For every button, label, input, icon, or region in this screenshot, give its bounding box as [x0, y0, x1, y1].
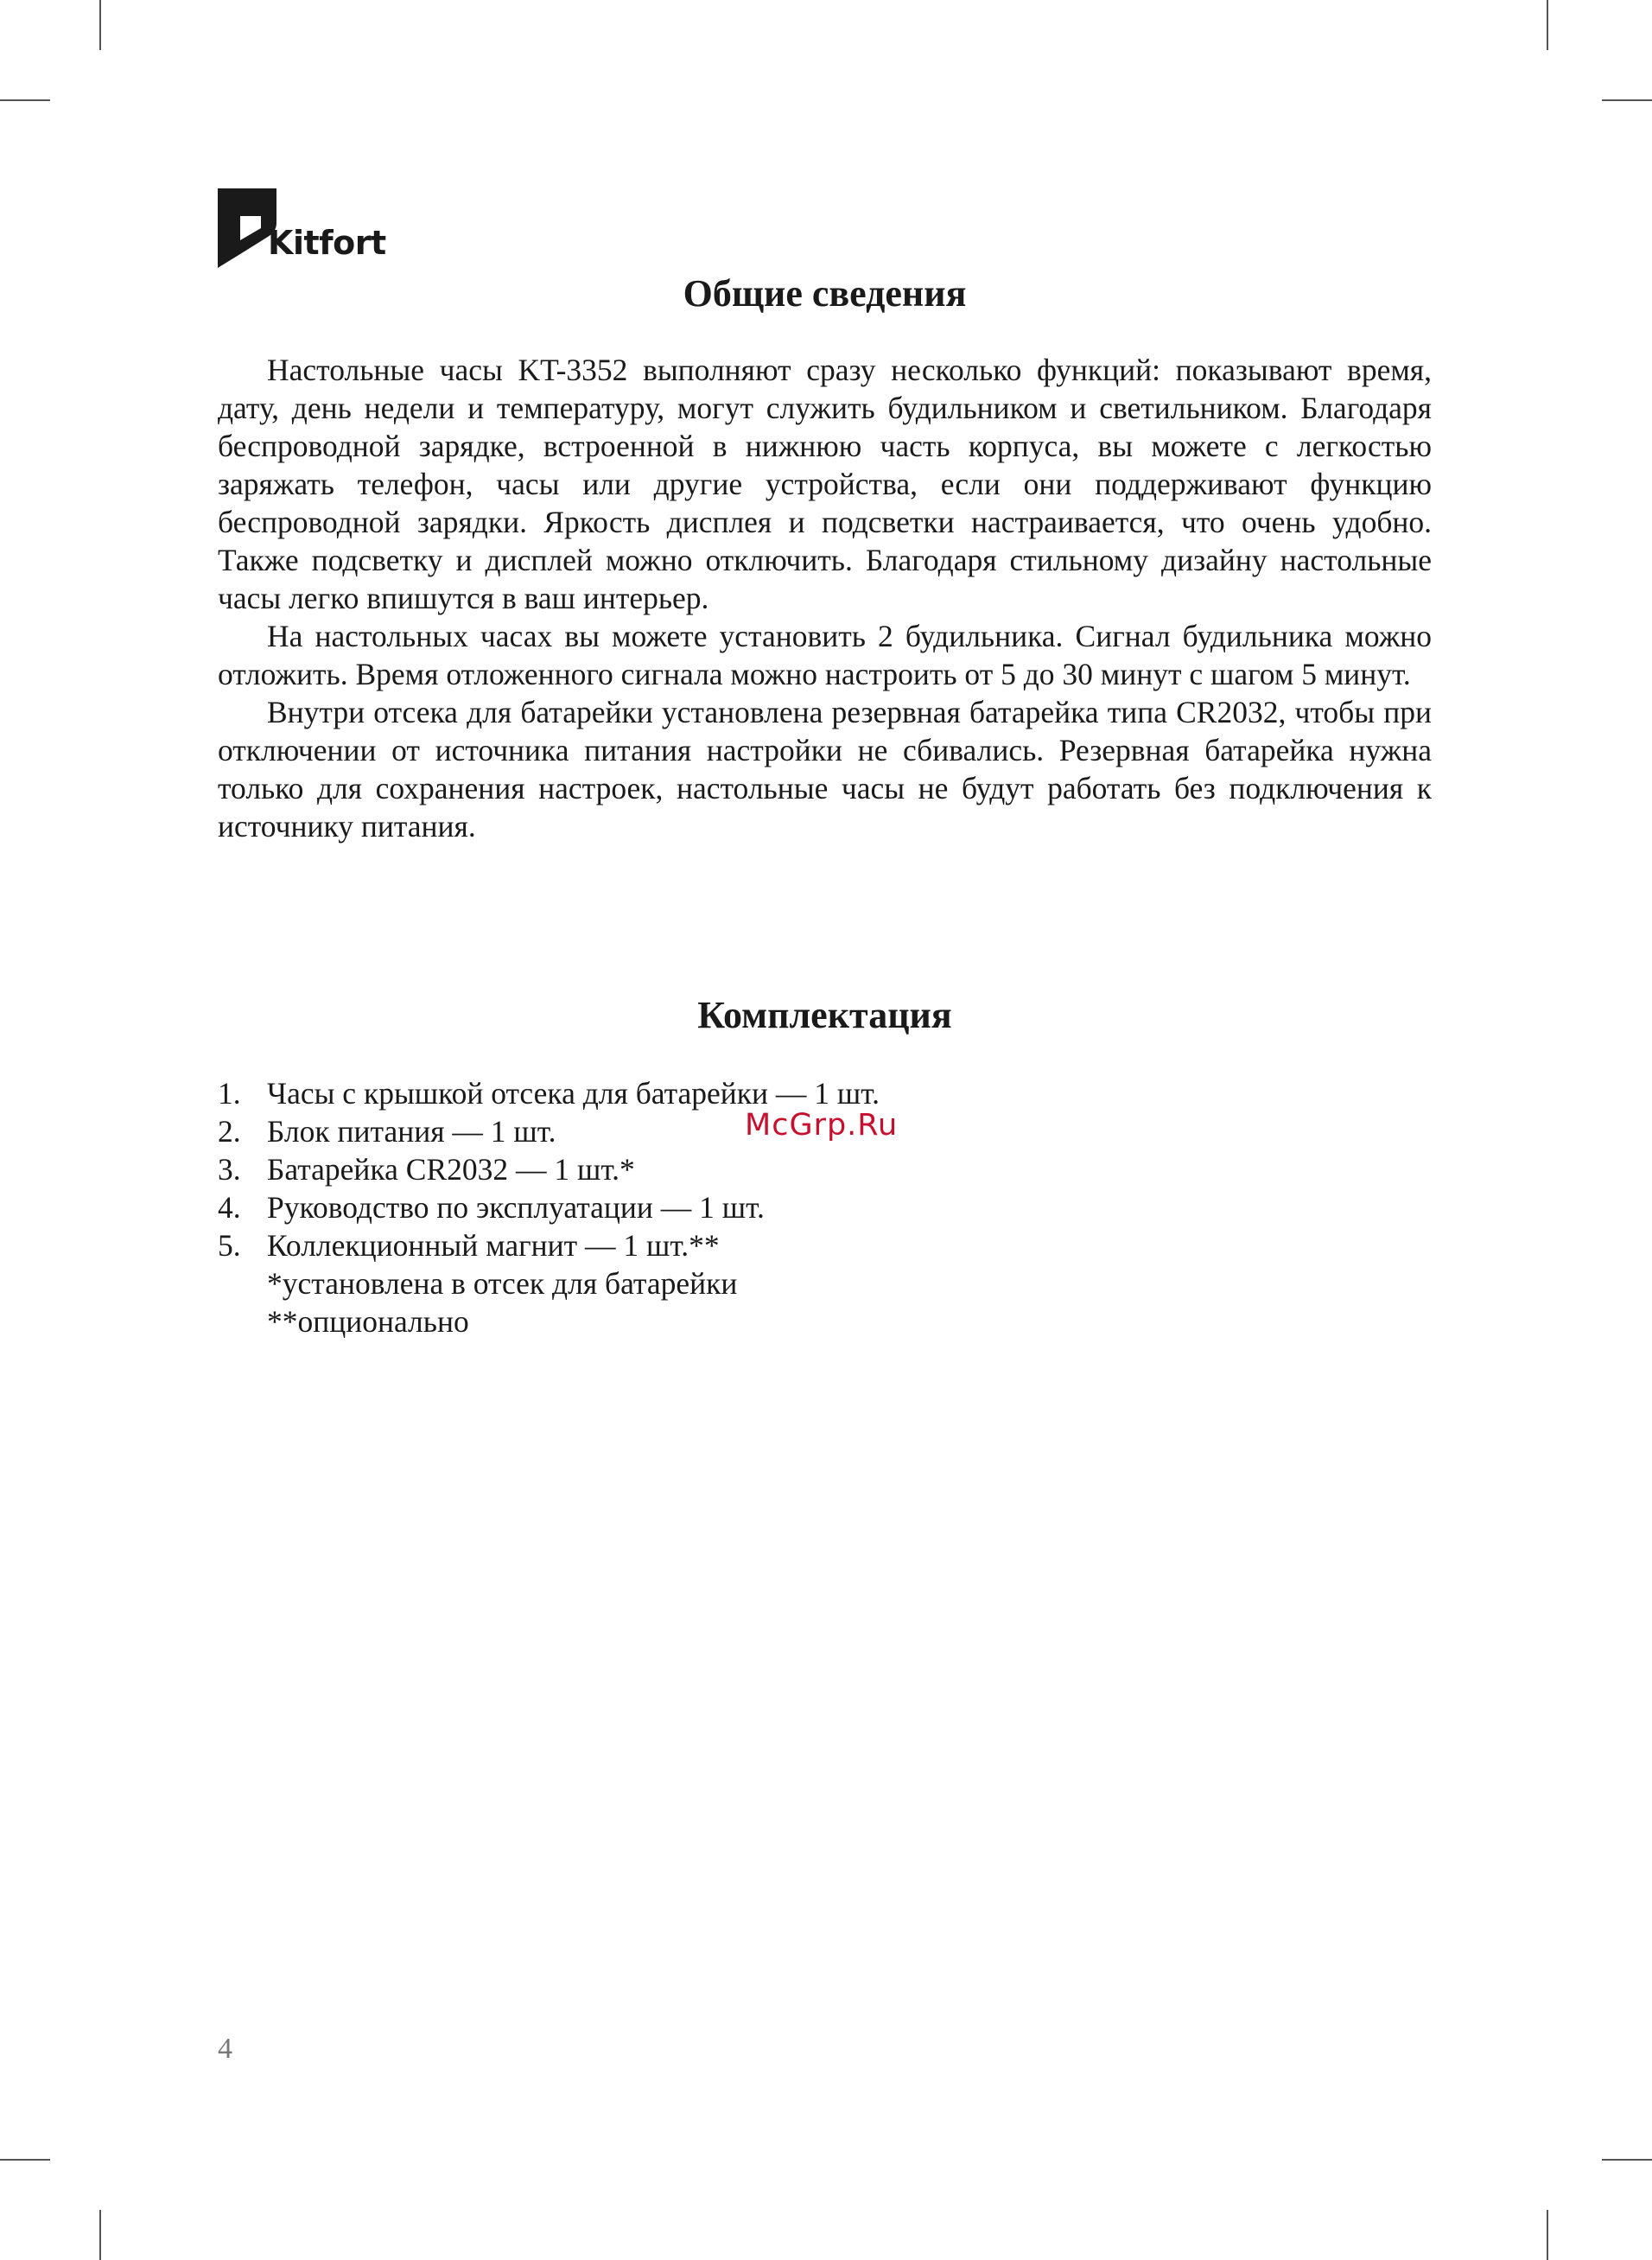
contents-list — [218, 1074, 1432, 1264]
list-item-text: Блок питания — 1 шт. — [267, 1114, 556, 1149]
list-item — [218, 1226, 1432, 1264]
list-item-number: 4. — [218, 1190, 241, 1225]
list-item-number: 1. — [218, 1076, 241, 1111]
crop-mark-right-bottom — [1602, 2159, 1652, 2161]
list-item — [218, 1188, 1432, 1226]
list-item — [218, 1150, 1432, 1188]
list-item-number: 2. — [218, 1114, 241, 1149]
section-title-contents: Комплектация — [697, 994, 952, 1036]
list-item-text: Батарейка CR2032 — 1 шт.* — [267, 1152, 635, 1187]
list-item-text: Руководство по эксплуатации — 1 шт. — [267, 1190, 765, 1225]
paragraph-3: Внутри отсека для батарейки установлена резервная батарейка типа CR2032, чтобы при отключении от источника питания настройки не сбивались. Резервная батарейка нужна только для сохранения настроек, настольные часы не будут работать без подключения к источнику питания. — [218, 695, 1432, 844]
crop-mark-bottom-left — [99, 2210, 101, 2260]
page-number: 4 — [218, 2033, 232, 2065]
crop-mark-right-top — [1602, 99, 1652, 101]
crop-mark-bottom-right — [1547, 2210, 1548, 2260]
general-body — [218, 351, 1432, 845]
brand-logo — [218, 188, 391, 275]
list-item-number: 3. — [218, 1152, 241, 1187]
list-item-number: 5. — [218, 1228, 241, 1263]
crop-mark-top-right — [1547, 0, 1548, 50]
paragraph-1: Настольные часы KT-3352 выполняют сразу несколько функций: показывают время, дату, день недели и температуру, могут служить будильником и светильником. Благодаря беспроводной зарядке, встроенной в нижнюю часть корпуса, вы можете с легкостью заряжать телефон, часы или другие устройства, если они поддерживают функцию беспроводной зарядки. Яркость дисплея и подсветки настраивается, что очень удобно. Также подсветку и дисплей можно отключить. Благодаря стильному дизайну настольные часы легко впишутся в ваш интерьер. — [218, 353, 1432, 615]
footnote-battery: *установлена в отсек для батарейки — [267, 1266, 738, 1301]
crop-mark-left-bottom — [0, 2159, 50, 2161]
watermark-link[interactable]: McGrp.Ru — [745, 1108, 899, 1143]
list-item — [218, 1074, 1432, 1112]
footnote-optional: **опционально — [267, 1304, 469, 1339]
logo-text: Kitfort — [268, 224, 386, 262]
paragraph-2: На настольных часах вы можете установить 2 будильника. Сигнал будильника можно отложить. Время отложенного сигнала можно настроить от 5 до 30 минут с шагом 5 минут. — [218, 619, 1432, 691]
list-item-text: Часы с крышкой отсека для батарейки — 1 шт. — [267, 1076, 880, 1111]
crop-mark-top-left — [99, 0, 101, 50]
list-item-text: Коллекционный магнит — 1 шт.** — [267, 1228, 720, 1263]
crop-mark-left-top — [0, 99, 50, 101]
section-title-general: Общие сведения — [683, 272, 967, 315]
